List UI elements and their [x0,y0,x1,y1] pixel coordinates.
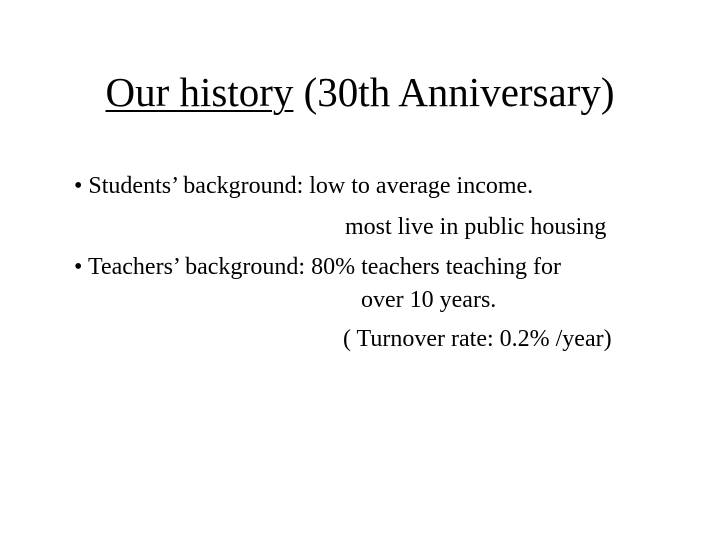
students-label: Students’ background: [88,173,304,199]
title-underlined-text: Our history [105,69,294,115]
title-rest-text: (30th Anniversary) [303,69,615,115]
teachers-text-line-1: 80% teachers teaching for [311,254,561,280]
teachers-text-line-3: ( Turnover rate: 0.2% /year) [343,326,612,352]
students-text-line-2: most live in public housing [345,214,607,240]
bullet-students [74,172,533,200]
bullet-dot: • [74,254,83,280]
bullet-teachers [74,253,561,281]
teachers-text-line-2: over 10 years. [361,287,497,313]
students-text-line-1: low to average income. [309,173,534,199]
slide-title [0,68,720,116]
bullet-dot: • [74,173,83,199]
teachers-label: Teachers’ background: [87,254,306,280]
